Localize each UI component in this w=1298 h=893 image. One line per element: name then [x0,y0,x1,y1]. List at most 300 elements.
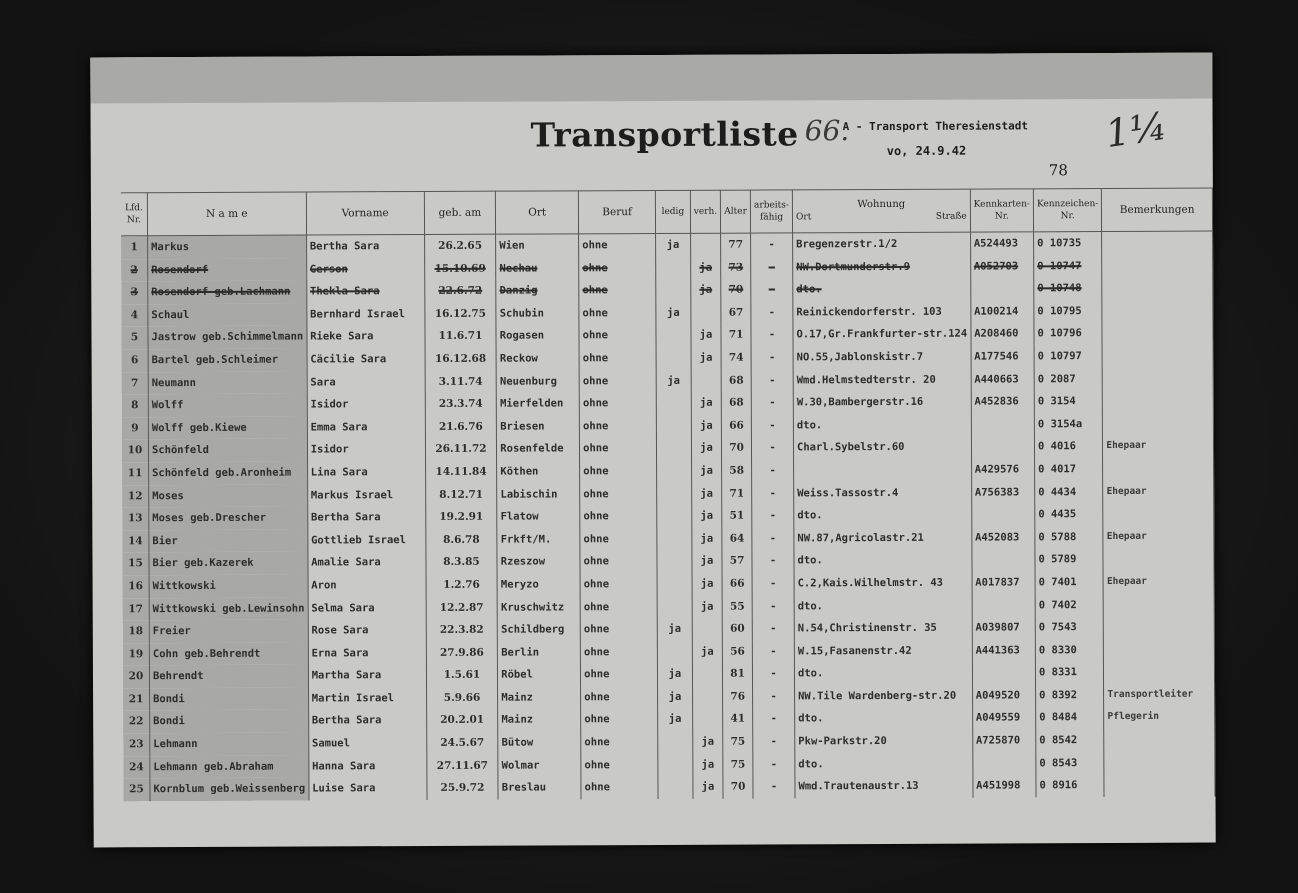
cell-age: 67 [721,301,751,324]
cell-occupation: ohne [581,776,658,799]
cell-birthdate: 23.3.74 [425,393,497,416]
cell-occupation: ohne [579,324,656,347]
cell-name: Wolff [148,394,307,417]
cell-married: ja [691,392,721,415]
cell-name: Bondi [150,710,309,733]
cell-id-card [972,549,1035,572]
table-row [123,774,1215,801]
cell-occupation: ohne [580,483,657,506]
cell-birthplace: Mainz [498,709,581,732]
cell-single [658,776,693,799]
cell-age: 77 [721,233,751,256]
cell-remarks: Ehepaar [1103,435,1214,458]
cell-address: dto. [795,707,973,730]
cell-married [692,708,722,731]
cell-id-card: A049559 [972,707,1035,730]
cell-birthdate: 26.11.72 [425,438,497,461]
cell-address: NW.Dortmunderstr.9 [793,255,971,278]
cell-address: N.54,Christinenstr. 35 [794,617,972,640]
cell-id-card: A452836 [971,390,1034,413]
cell-vorname: Martin Israel [308,687,426,710]
cell-birthplace: Nechau [496,257,579,280]
cell-id-mark: 0 8330 [1035,639,1103,662]
cell-fit-for-work: - [753,685,795,708]
cell-age: 81 [723,663,753,686]
cell-married: ja [691,482,721,505]
cell-age: 71 [721,324,751,347]
cell-married: ja [693,753,723,776]
cell-fit-for-work: - [753,708,795,731]
cell-id-mark: 0 10797 [1034,345,1102,368]
cell-name: Bier [149,529,308,552]
cell-name: Wittkowski geb.Lewinsohn [149,597,308,620]
cell-married: ja [692,505,722,528]
cell-name: Neumann [148,371,307,394]
cell-birthdate: 16.12.68 [425,348,497,371]
cell-birthplace: Rogasen [496,325,579,348]
cell-occupation: ohne [579,370,656,393]
cell-id-card: A100214 [971,300,1034,323]
cell-birthplace: Schildberg [498,618,581,641]
cell-occupation: ohne [580,550,657,573]
cell-age: 70 [723,776,753,799]
cell-single [656,347,691,370]
cell-number: 22 [123,711,150,734]
cell-vorname: Luise Sara [309,777,427,800]
cell-id-mark: 0 2087 [1034,368,1102,391]
cell-number: 24 [123,756,150,779]
cell-remarks: Transportleiter [1104,683,1215,706]
col-header-lfd: Lfd. Nr. [121,193,148,236]
cell-birthplace: Briesen [497,415,580,438]
cell-number: 18 [123,620,150,643]
cell-single [656,279,691,302]
cell-remarks [1104,729,1215,752]
cell-number: 9 [122,417,149,440]
cell-id-card: A451998 [973,775,1036,798]
col-header-kennzeichen: Kennzeichen-Nr. [1033,189,1102,232]
cell-fit-for-work: - [752,572,794,595]
cell-remarks [1104,774,1215,797]
cell-name: Jastrow geb.Schimmelmann [148,326,307,349]
cell-address: dto. [793,413,971,436]
cell-age: 56 [723,640,753,663]
cell-single: ja [658,708,693,731]
handwritten-list-mark: 1¼ [1102,103,1170,157]
cell-fit-for-work: - [751,301,793,324]
cell-fit-for-work: - [753,663,795,686]
cell-birthplace: Wien [496,234,579,257]
cell-fit-for-work: - [751,346,793,369]
cell-id-card: A052703 [970,255,1033,278]
cell-fit-for-work: - [752,640,794,663]
cell-remarks [1102,254,1213,277]
cell-birthdate: 1.5.61 [426,664,498,687]
cell-married: ja [692,527,722,550]
cell-id-card [971,413,1034,436]
cell-number: 4 [121,304,148,327]
col-header-wohnung-label: Wohnung [857,198,906,211]
cell-occupation: ohne [580,618,657,641]
cell-fit-for-work: - [752,482,794,505]
cell-birthplace: Rzeszow [497,551,580,574]
cell-address: O.17,Gr.Frankfurter-str.124 [793,323,971,346]
cell-birthdate: 14.11.84 [425,461,497,484]
cell-occupation: ohne [581,754,658,777]
cell-birthplace: Breslau [498,777,581,800]
cell-remarks [1102,299,1213,322]
cell-birthdate: 8.3.85 [426,551,498,574]
col-header-ort: Ort [496,191,579,234]
cell-married: ja [693,731,723,754]
cell-id-mark: 0 8916 [1036,774,1104,797]
cell-vorname: Cäcilie Sara [307,348,425,371]
cell-remarks [1102,277,1213,300]
cell-birthdate: 22.3.82 [426,619,498,642]
cell-single [656,392,691,415]
cell-birthdate: 1.2.76 [426,574,498,597]
cell-name: Bier geb.Kazerek [149,552,308,575]
cell-id-mark: 0 4017 [1035,458,1103,481]
cell-single: ja [658,663,693,686]
cell-id-mark: 0 3154 [1034,390,1102,413]
cell-number: 13 [122,507,149,530]
cell-single [656,415,691,438]
cell-address: dto. [793,278,971,301]
cell-id-mark: 0 8392 [1036,684,1104,707]
cell-id-mark: 0 8331 [1035,661,1103,684]
cell-age: 66 [722,414,752,437]
cell-single [657,595,692,618]
cell-age: 75 [723,753,753,776]
cell-id-card [971,436,1034,459]
cell-number: 25 [123,778,150,801]
cell-number: 19 [123,643,150,666]
cell-birthdate: 5.9.66 [426,687,498,710]
cell-vorname: Gottlieb Israel [308,529,426,552]
cell-fit-for-work: - [751,414,793,437]
cell-single [658,753,693,776]
cell-vorname: Emma Sara [307,416,425,439]
cell-age: 68 [721,369,751,392]
cell-id-mark: 0 7401 [1035,571,1103,594]
cell-birthdate: 24.5.67 [426,732,498,755]
document-top-margin [90,53,1212,104]
cell-birthdate: 16.12.75 [425,302,497,325]
col-header-bemerkungen: Bemerkungen [1102,188,1213,231]
cell-vorname: Erna Sara [308,642,426,665]
cell-id-mark: 0 10735 [1034,232,1102,255]
cell-age: 41 [723,708,753,731]
cell-birthplace: Flatow [497,505,580,528]
cell-name: Rosendorf geb.Lachmann [148,281,307,304]
cell-address: Wmd.Helmstedterstr. 20 [793,368,971,391]
cell-fit-for-work: - [751,233,793,256]
cell-age: 51 [722,505,752,528]
document-title: Transportliste [530,114,799,155]
cell-address: Reinickendorferstr. 103 [793,300,971,323]
cell-number: 15 [122,553,149,576]
cell-birthdate: 22.6.72 [424,280,496,303]
cell-address: dto. [794,549,972,572]
cell-occupation: ohne [579,257,656,280]
cell-id-mark: 0 5789 [1035,548,1103,571]
page-number: 78 [1048,161,1068,180]
cell-number: 7 [122,372,149,395]
cell-vorname: Amalie Sara [308,551,426,574]
cell-vorname: Samuel [308,732,426,755]
cell-remarks [1104,616,1215,639]
cell-fit-for-work: - [753,753,795,776]
cell-number: 20 [123,665,150,688]
cell-age: 64 [722,527,752,550]
cell-remarks [1102,322,1213,345]
cell-birthdate: 20.2.01 [426,709,498,732]
cell-id-mark: 0 8542 [1036,729,1104,752]
cell-married [692,663,722,686]
cell-address: dto. [794,594,972,617]
cell-number: 23 [123,733,150,756]
cell-remarks: Ehepaar [1103,480,1214,503]
cell-occupation: ohne [579,347,656,370]
cell-fit-for-work: - [751,369,793,392]
cell-occupation: ohne [579,415,656,438]
cell-remarks [1104,593,1215,616]
cell-vorname: Rose Sara [308,619,426,642]
cell-age: 76 [723,685,753,708]
cell-single [657,482,692,505]
cell-age: 55 [722,595,752,618]
cell-birthdate: 8.12.71 [425,483,497,506]
cell-remarks: Ehepaar [1103,525,1214,548]
cell-birthplace: Kruschwitz [497,596,580,619]
cell-id-card [973,752,1036,775]
col-header-geb: geb. am [424,191,496,234]
cell-married: ja [693,776,723,799]
cell-fit-for-work: - [752,505,794,528]
cell-number: 12 [122,485,149,508]
cell-vorname: Bertha Sara [308,709,426,732]
cell-occupation: ohne [581,731,658,754]
cell-name: Wolff geb.Kiewe [148,416,307,439]
cell-single: ja [656,369,691,392]
cell-birthdate: 21.6.76 [425,415,497,438]
cell-id-card [970,278,1033,301]
cell-fit-for-work: - [752,617,794,640]
cell-address: dto. [794,504,972,527]
cell-age: 58 [722,460,752,483]
cell-id-mark: 0 10747 [1034,255,1102,278]
col-header-vorname: Vorname [306,191,424,235]
cell-id-card [972,594,1035,617]
cell-name: Lehmann [150,733,309,756]
cell-fit-for-work: - [752,437,794,460]
cell-fit-for-work: - [751,392,793,415]
cell-number: 3 [121,281,148,304]
cell-single [657,437,692,460]
cell-birthplace: Berlin [498,641,581,664]
cell-id-card: A441363 [972,639,1035,662]
cell-address: dto. [794,662,972,685]
cell-number: 21 [123,688,150,711]
cell-occupation: ohne [581,708,658,731]
cell-number: 11 [122,462,149,485]
col-header-verh: verh. [690,190,721,233]
cell-name: Cohn geb.Behrendt [149,642,308,665]
cell-birthdate: 26.2.65 [424,234,496,257]
cell-id-mark: 0 3154a [1034,413,1102,436]
cell-name: Freier [149,620,308,643]
col-header-wohnung [792,189,970,233]
cell-remarks [1104,661,1215,684]
cell-occupation: ohne [579,233,656,256]
cell-id-mark: 0 10748 [1034,277,1102,300]
cell-single: ja [656,233,691,256]
cell-name: Lehmann geb.Abraham [150,755,309,778]
cell-name: Moses geb.Drescher [149,507,308,530]
cell-birthplace: Frkft/M. [497,528,580,551]
cell-birthplace: Reckow [496,347,579,370]
cell-married: ja [690,256,720,279]
cell-single [658,731,693,754]
cell-id-card: A725870 [972,729,1035,752]
cell-name: Schaul [148,303,307,326]
cell-vorname: Bertha Sara [307,506,425,529]
cell-id-mark: 0 8484 [1036,707,1104,730]
cell-occupation: ohne [579,279,656,302]
cell-occupation: ohne [580,595,657,618]
cell-birthplace: Labischin [497,483,580,506]
cell-age: 66 [722,572,752,595]
cell-number: 16 [123,575,150,598]
transport-date: vo, 24.9.42 [886,143,967,158]
cell-married: ja [691,414,721,437]
cell-married: ja [692,550,722,573]
cell-vorname: Isidor [307,393,425,416]
cell-id-mark: 0 5788 [1035,526,1103,549]
cell-address: W.15,Fasanenstr.42 [794,639,972,662]
cell-fit-for-work: - [751,324,793,347]
cell-birthdate: 8.6.78 [426,528,498,551]
cell-vorname: Lina Sara [307,461,425,484]
cell-birthdate: 12.2.87 [426,596,498,619]
cell-vorname: Hanna Sara [309,755,427,778]
cell-occupation: ohne [580,437,657,460]
col-header-kennkarte: Kennkarten-Nr. [970,189,1033,232]
cell-fit-for-work: - [751,279,793,302]
table-body [121,231,1215,801]
cell-name: Kornblum geb.Weissenberg [150,778,309,801]
cell-birthplace: Mainz [498,686,581,709]
cell-single [657,528,692,551]
cell-id-card [972,662,1035,685]
col-header-alter: Alter [721,190,751,233]
cell-birthplace: Röbel [498,664,581,687]
cell-occupation: ohne [581,686,658,709]
cell-vorname: Martha Sara [308,664,426,687]
cell-single [657,573,692,596]
cell-id-card: A429576 [971,458,1034,481]
cell-address: dto. [795,752,973,775]
col-header-name: N a m e [147,192,306,236]
cell-birthplace: Schubin [496,302,579,325]
col-header-beruf: Beruf [579,190,656,233]
cell-remarks [1103,503,1214,526]
cell-name: Schönfeld geb.Aronheim [149,461,308,484]
cell-number: 5 [121,327,148,350]
cell-married: ja [692,640,722,663]
cell-name: Wittkowski [149,574,308,597]
cell-birthdate: 3.11.74 [425,370,497,393]
cell-name: Markus [148,235,307,259]
cell-id-mark: 0 10795 [1034,300,1102,323]
cell-single [656,324,691,347]
cell-birthdate: 19.2.91 [425,506,497,529]
cell-single [657,550,692,573]
cell-id-mark: 0 7402 [1035,594,1103,617]
cell-id-mark: 0 10796 [1034,322,1102,345]
cell-id-card: A208460 [971,323,1034,346]
cell-birthplace: Danzig [496,280,579,303]
cell-vorname: Bernhard Israel [307,303,425,326]
cell-vorname: Thekla Sara [306,280,424,303]
cell-fit-for-work: - [753,730,795,753]
cell-occupation: ohne [580,528,657,551]
cell-single [657,460,692,483]
cell-married: ja [691,460,721,483]
cell-id-mark: 0 4016 [1034,435,1102,458]
col-header-wohnung-strasse: Straße [935,211,967,222]
transport-subtitle: A - Transport Theresienstadt [842,119,1029,134]
cell-id-card: A440663 [971,368,1034,391]
cell-address: Charl.Sybelstr.60 [793,436,971,459]
cell-single: ja [657,618,692,641]
cell-fit-for-work: - [751,256,793,279]
cell-name: Bartel geb.Schleimer [148,348,307,371]
cell-married [691,301,721,324]
cell-name: Rosendorf [148,258,307,281]
cell-married: ja [692,595,722,618]
cell-married: ja [691,279,721,302]
cell-address: Weiss.Tassostr.4 [794,481,972,504]
cell-married [691,369,721,392]
cell-birthdate: 27.9.86 [426,641,498,664]
cell-birthplace: Meryzo [497,573,580,596]
cell-number: 6 [122,349,149,372]
transport-table [121,188,1216,802]
cell-age: 75 [723,731,753,754]
cell-id-card: A756383 [971,481,1034,504]
cell-birthplace: Neuenburg [496,370,579,393]
cell-single [656,256,691,279]
cell-address [794,459,972,482]
cell-age: 70 [721,279,751,302]
cell-fit-for-work: - [753,776,795,799]
cell-vorname: Aron [308,574,426,597]
cell-fit-for-work: - [752,527,794,550]
col-header-arbeit: arbeits-fähig [750,190,792,233]
cell-address: W.30,Bambergerstr.16 [793,391,971,414]
cell-number: 10 [122,440,149,463]
cell-remarks [1103,457,1214,480]
cell-id-mark: 0 7543 [1035,616,1103,639]
cell-remarks [1104,638,1215,661]
cell-occupation: ohne [580,505,657,528]
cell-married [690,233,720,256]
cell-age: 71 [722,482,752,505]
cell-married: ja [691,437,721,460]
cell-name: Schönfeld [148,439,307,462]
